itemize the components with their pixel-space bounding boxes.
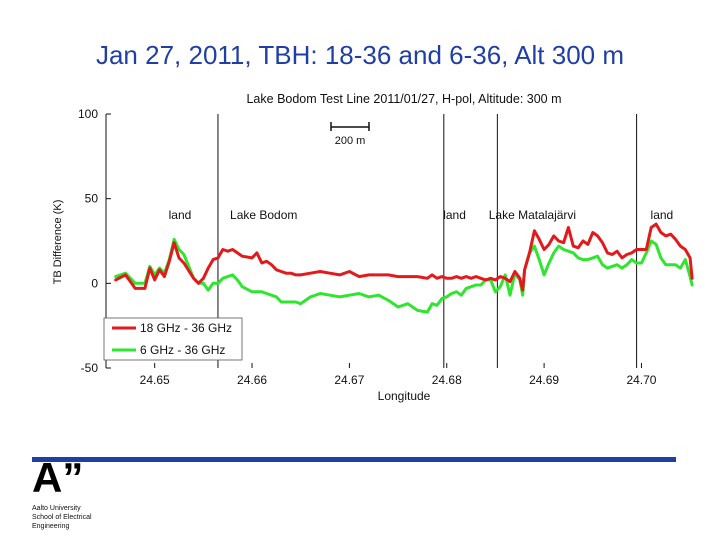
x-axis-ticks <box>140 363 657 387</box>
legend <box>104 318 242 360</box>
logo-mark: A” <box>32 454 84 501</box>
region-boundaries <box>218 114 637 368</box>
region-label: land <box>443 208 466 222</box>
series-layer <box>116 224 692 312</box>
footer-rule <box>32 457 676 462</box>
x-tick-label: 24.68 <box>431 373 462 387</box>
y-tick-label: -50 <box>80 361 98 375</box>
y-axis-label: TB Difference (K) <box>52 199 64 285</box>
region-label: Lake Bodom <box>230 208 298 222</box>
x-tick-label: 24.66 <box>237 373 268 387</box>
slide-title: Jan 27, 2011, TBH: 18-36 and 6-36, Alt 300 m <box>95 40 625 70</box>
legend-label: 18 GHz - 36 GHz <box>140 321 233 335</box>
x-tick-label: 24.65 <box>139 373 170 387</box>
logo-line-2: School of Electrical <box>32 514 92 521</box>
scale-bar <box>331 122 369 147</box>
x-tick-label: 24.69 <box>529 373 560 387</box>
region-labels <box>169 208 674 222</box>
series-line <box>116 224 692 290</box>
region-label: land <box>168 208 192 222</box>
x-tick-label: 24.67 <box>334 373 365 387</box>
y-tick-label: 50 <box>84 191 98 206</box>
y-tick-label: 0 <box>91 276 98 291</box>
y-tick-label: 100 <box>77 107 98 121</box>
x-axis-label: Longitude <box>377 389 431 403</box>
chart-title: Lake Bodom Test Line 2011/01/27, H-pol, Altitude: 300 m <box>246 92 562 106</box>
logo-line-3: Engineering <box>32 523 70 530</box>
region-label: Lake Matalajärvi <box>488 208 577 222</box>
region-label: land <box>650 208 674 222</box>
legend-label: 6 GHz - 36 GHz <box>140 343 226 357</box>
scale-bar-label: 200 m <box>334 135 366 147</box>
logo-line-1: Aalto University <box>32 505 81 512</box>
x-tick-label: 24.70 <box>626 373 657 387</box>
